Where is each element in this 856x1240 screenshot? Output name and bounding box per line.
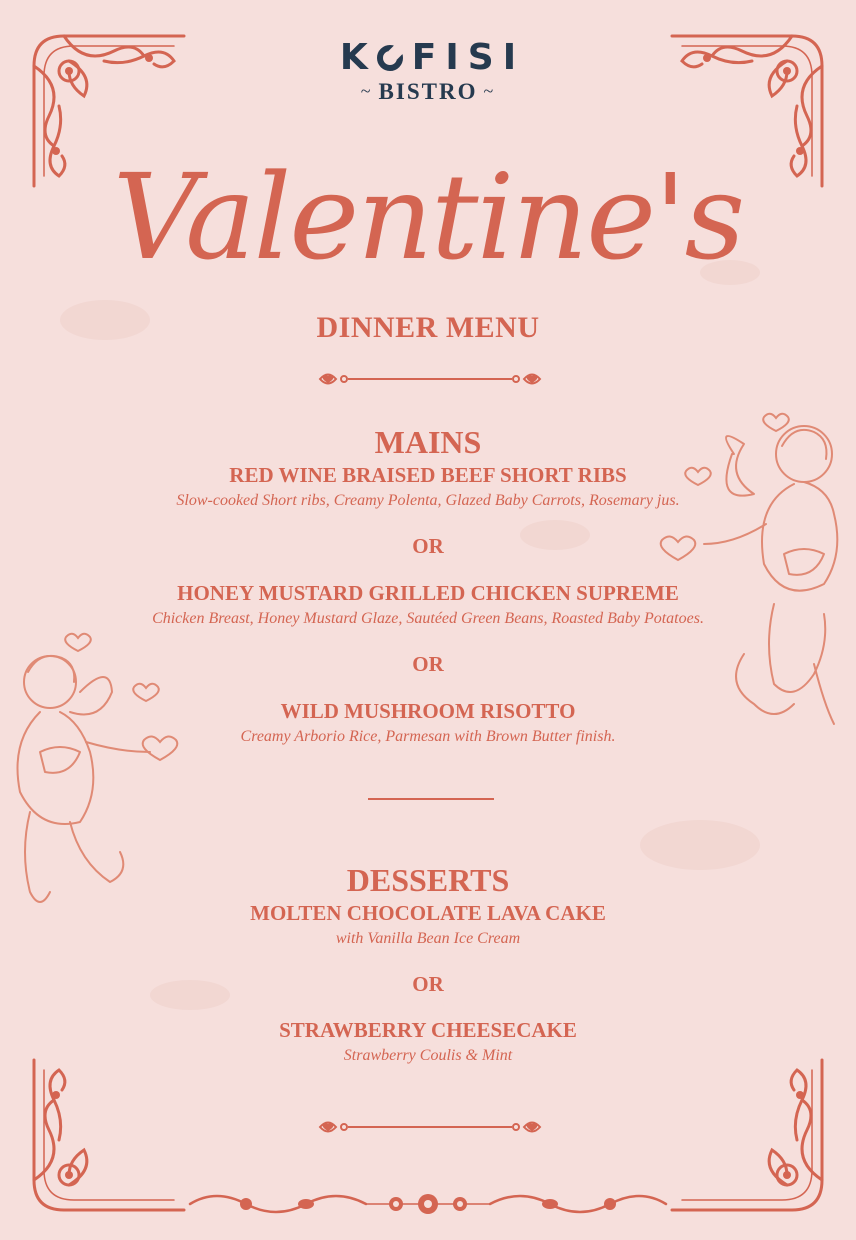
or-separator: OR [412,534,444,558]
dish-name: RED WINE BRAISED BEEF SHORT RIBS [229,463,627,487]
dish-name: WILD MUSHROOM RISOTTO [280,699,576,723]
mains-title: MAINS [374,424,482,460]
section-divider [368,798,494,800]
rose-border-icon [186,1184,670,1229]
dish-description: Strawberry Coulis & Mint [343,1047,513,1064]
corner-flourish-icon [662,1050,832,1220]
corner-flourish-icon [24,1050,194,1220]
brand-sub: ~ BISTRO ~ [360,79,496,104]
heart-divider-icon [314,1116,546,1143]
cherub-illustration [654,404,856,754]
menu-subtitle: DINNER MENU [316,311,540,344]
dish-name: HONEY MUSTARD GRILLED CHICKEN SUPREME [177,581,679,605]
dish-name: MOLTEN CHOCOLATE LAVA CAKE [250,901,606,925]
brand-logo [0,38,856,105]
desserts-title: DESSERTS [346,862,510,898]
or-separator: OR [412,652,444,676]
dish-description: Creamy Arborio Rice, Parmesan with Brown Butter finish. [240,728,616,745]
brand-name: K FISI [339,37,526,78]
dish-description: with Vanilla Bean Ice Cream [335,930,521,947]
heart-icon [661,536,696,560]
dish-name: STRAWBERRY CHEESECAKE [279,1018,577,1042]
or-separator: OR [412,972,444,996]
dish-description: Slow-cooked Short ribs, Creamy Polenta, Glazed Baby Carrots, Rosemary jus. [176,492,680,509]
cherub-illustration [0,632,190,932]
script-title: Valentine's [112,148,744,286]
dish-description: Chicken Breast, Honey Mustard Glaze, Sautéed Green Beans, Roasted Baby Potatoes. [152,610,704,627]
heart-divider-icon [314,368,546,395]
logo-o-icon [377,45,403,71]
